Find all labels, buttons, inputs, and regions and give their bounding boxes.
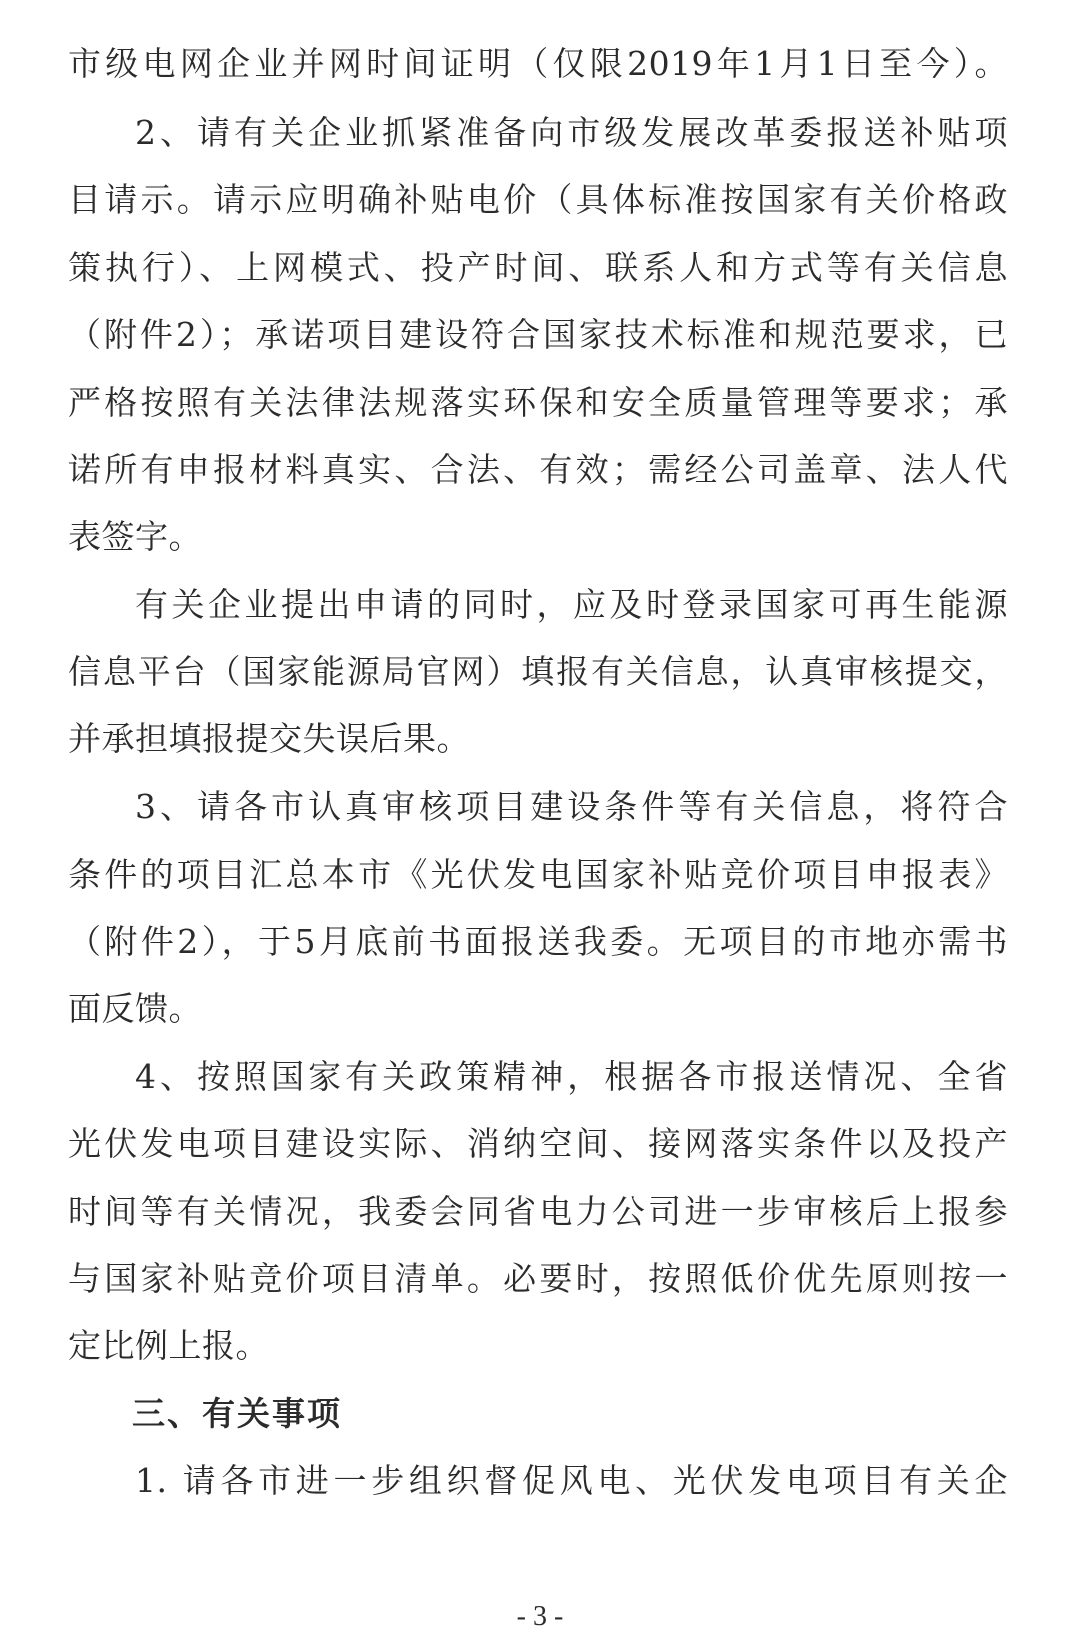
paragraph-3-start: 3、请各市认真审核项目建设条件等有关信息，将符合 bbox=[135, 787, 1008, 826]
text-line: 市级电网企业并网时间证明（仅限2019年1月1日至今）。 bbox=[68, 44, 1008, 83]
text-line: 定比例上报。 bbox=[68, 1326, 269, 1365]
text-line: 信息平台（国家能源局官网）填报有关信息，认真审核提交， bbox=[68, 652, 1008, 691]
text-line: 光伏发电项目建设实际、消纳空间、接网落实条件以及投产 bbox=[68, 1124, 1008, 1163]
text-line: 表签字。 bbox=[68, 517, 202, 556]
paragraph-4-start: 4、按照国家有关政策精神，根据各市报送情况、全省 bbox=[135, 1057, 1008, 1096]
text-line: 严格按照有关法律法规落实环保和安全质量管理等要求；承 bbox=[68, 383, 1008, 422]
text-line: 并承担填报提交失误后果。 bbox=[68, 719, 470, 758]
text-line: 条件的项目汇总本市《光伏发电国家补贴竞价项目申报表》 bbox=[68, 855, 1008, 894]
paragraph-2-start: 2、请有关企业抓紧准备向市级发展改革委报送补贴项 bbox=[135, 113, 1008, 152]
paragraph-start: 有关企业提出申请的同时，应及时登录国家可再生能源 bbox=[135, 585, 1008, 624]
text-line: 目请示。请示应明确补贴电价（具体标准按国家有关价格政 bbox=[68, 180, 1008, 219]
text-line: （附件2）；承诺项目建设符合国家技术标准和规范要求，已 bbox=[68, 315, 1008, 354]
page-number: - 3 - bbox=[516, 1601, 564, 1632]
text-line: 诺所有申报材料真实、合法、有效；需经公司盖章、法人代 bbox=[68, 450, 1008, 489]
item-1-start: 1. 请各市进一步组织督促风电、光伏发电项目有关企 bbox=[135, 1461, 1008, 1500]
text-line: 策执行）、上网模式、投产时间、联系人和方式等有关信息 bbox=[68, 248, 1008, 287]
text-line: 时间等有关情况，我委会同省电力公司进一步审核后上报参 bbox=[68, 1192, 1008, 1231]
text-line: 与国家补贴竞价项目清单。必要时，按照低价优先原则按一 bbox=[68, 1259, 1008, 1298]
text-line: 面反馈。 bbox=[68, 989, 202, 1028]
section-heading: 三、有关事项 bbox=[132, 1394, 342, 1433]
text-line: （附件2），于5月底前书面报送我委。无项目的市地亦需书 bbox=[68, 922, 1008, 961]
